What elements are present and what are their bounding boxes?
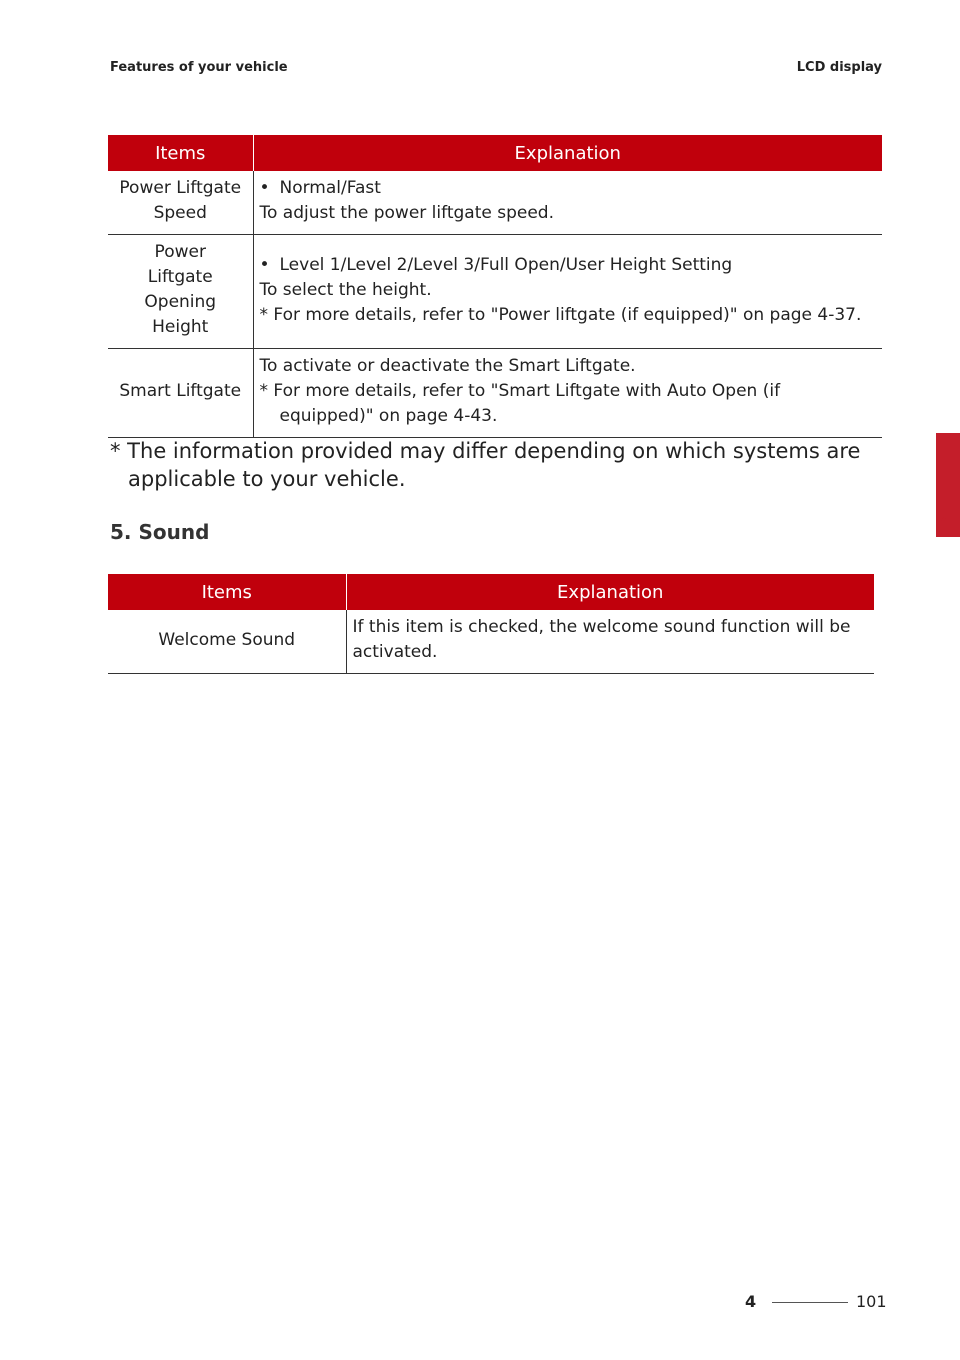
bullet-icon: • (259, 254, 270, 275)
row-explanation: If this item is checked, the welcome sound function will be activated. (346, 610, 874, 674)
row-explanation (253, 349, 882, 438)
option-list (260, 253, 875, 278)
reference-note: * For more details, refer to "Power liftgate (if equipped)" on page 4-37. (259, 304, 862, 325)
sound-table (108, 574, 874, 674)
header-topic-title: LCD display (796, 60, 882, 75)
column-header-explanation: Explanation (253, 135, 882, 171)
footer-divider (772, 1302, 848, 1303)
option-list (260, 176, 875, 201)
column-header-items: Items (108, 135, 253, 171)
row-item-label: Smart Liftgate (108, 349, 253, 438)
table-header-row (108, 574, 874, 610)
table-row (108, 235, 882, 349)
row-explanation (253, 171, 882, 235)
header-section-title: Features of your vehicle (110, 60, 288, 75)
table-row (108, 349, 882, 438)
reference-note: * For more details, refer to "Smart Liftgate with Auto Open (if equipped)" on page 4-43. (259, 381, 781, 426)
option-values: Level 1/Level 2/Level 3/Full Open/User Height Setting (279, 254, 733, 275)
table-header-row (108, 135, 882, 171)
footer-page-number: 101 (856, 1292, 887, 1311)
row-item-label: Power Liftgate Opening Height (108, 235, 253, 349)
explanation-text: To adjust the power liftgate speed. (259, 203, 554, 223)
column-header-items: Items (108, 574, 346, 610)
row-explanation (253, 235, 882, 349)
table-row (108, 171, 882, 235)
settings-table (108, 135, 882, 438)
column-header-explanation: Explanation (346, 574, 874, 610)
footnote: * The information provided may differ depending on which systems are applicable to your vehicle. (110, 439, 861, 491)
row-item-label: Power Liftgate Speed (108, 171, 253, 235)
row-item-label: Welcome Sound (108, 610, 346, 674)
footer-chapter-number: 4 (745, 1292, 757, 1311)
explanation-text: To activate or deactivate the Smart Liftgate. (259, 356, 636, 376)
explanation-text: To select the height. (259, 279, 432, 300)
chapter-side-number: 4 (940, 508, 956, 533)
table-row (108, 610, 874, 674)
bullet-icon: • (259, 178, 270, 198)
section-heading: 5. Sound (110, 520, 210, 544)
option-values: Normal/Fast (279, 178, 381, 198)
